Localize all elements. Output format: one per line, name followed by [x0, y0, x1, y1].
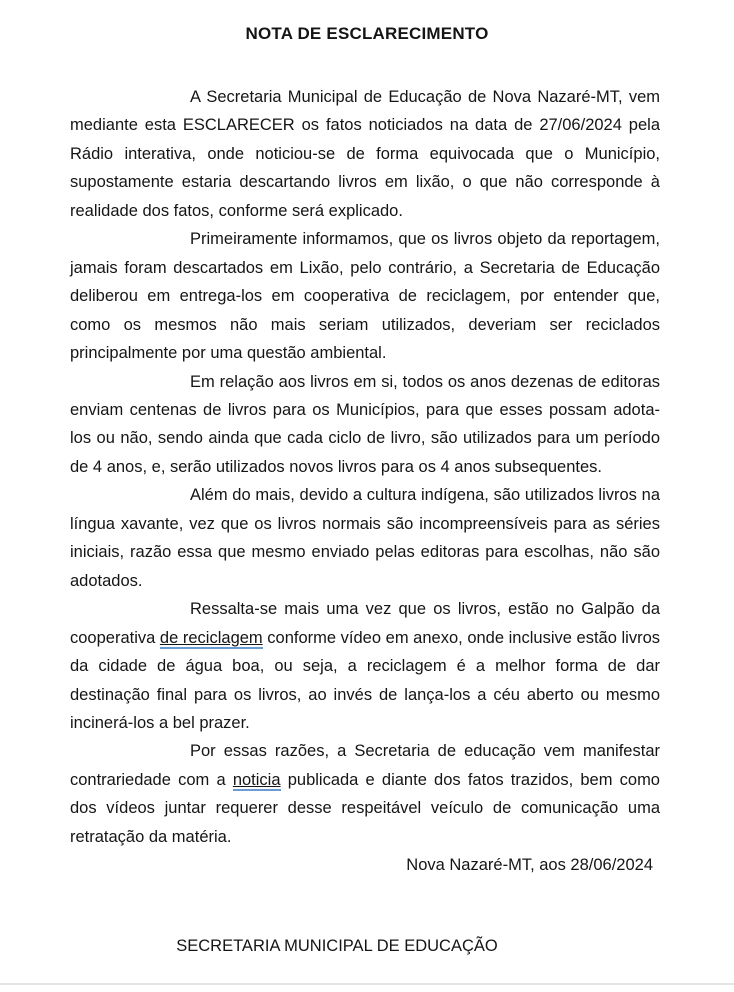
paragraph-4: Além do mais, devido a cultura indígena, são utilizados livros na língua xavante, vez que os livros normais são incompreensíveis para as séries iniciais, razão essa que mesmo enviado pelas editoras para escolhas, não são adotados.	[70, 486, 660, 590]
paragraph-6-text-start: Por essas razões, a Secretaria de educação vem manifestar contrariedade com a	[70, 742, 660, 789]
paragraph-6	[70, 737, 660, 851]
underlined-text-reciclagem: de reciclagem	[159, 628, 263, 647]
paragraph-6-text-end: publicada e diante dos fatos trazidos, bem como dos vídeos juntar requerer desse respeitável veículo de comunicação uma retratação da matéria.	[70, 770, 660, 846]
document-body	[70, 83, 660, 880]
paragraph-5-text-end: conforme vídeo em anexo, onde inclusive estão livros da cidade de água boa, ou seja, a reciclagem é a melhor forma de dar destinação final para os livros, ao invés de lança-los a céu aberto ou mesmo incinerá-los a bel prazer.	[70, 628, 660, 732]
paragraph-1: A Secretaria Municipal de Educação de Nova Nazaré-MT, vem mediante esta ESCLARECER os fatos noticiados na data de 27/06/2024 pela Rádio interativa, onde noticiou-se de forma equivocada que o Município, supostamente estaria descartando livros em lixão, o que não corresponde à realidade dos fatos, conforme será explicado.	[70, 88, 660, 220]
document-title: NOTA DE ESCLARECIMENTO	[245, 24, 489, 43]
dateline: Nova Nazaré-MT, aos 28/06/2024	[406, 856, 653, 875]
footer-signature: SECRETARIA MUNICIPAL DE EDUCAÇÃO	[176, 937, 498, 955]
paragraph-5	[70, 595, 660, 737]
paragraph-2: Primeiramente informamos, que os livros objeto da reportagem, jamais foram descartados em Lixão, pelo contrário, a Secretaria de Educação deliberou em entrega-los em cooperativa de reciclagem, por entender que, como os mesmos não mais seriam utilizados, deveriam ser reciclados principalmente por uma questão ambiental.	[70, 230, 660, 363]
page-bottom-divider	[0, 983, 734, 985]
underlined-text-noticia: noticia	[232, 770, 281, 789]
paragraph-5-text-start: Ressalta-se mais uma vez que os livros, estão no Galpão da cooperativa	[70, 600, 660, 647]
paragraph-3: Em relação aos livros em si, todos os anos dezenas de editoras enviam centenas de livros para os Municípios, para que esses possam adota-los ou não, sendo ainda que cada ciclo de livro, são utilizados para um período de 4 anos, e, serão utilizados novos livros para os 4 anos subsequentes.	[70, 372, 660, 476]
